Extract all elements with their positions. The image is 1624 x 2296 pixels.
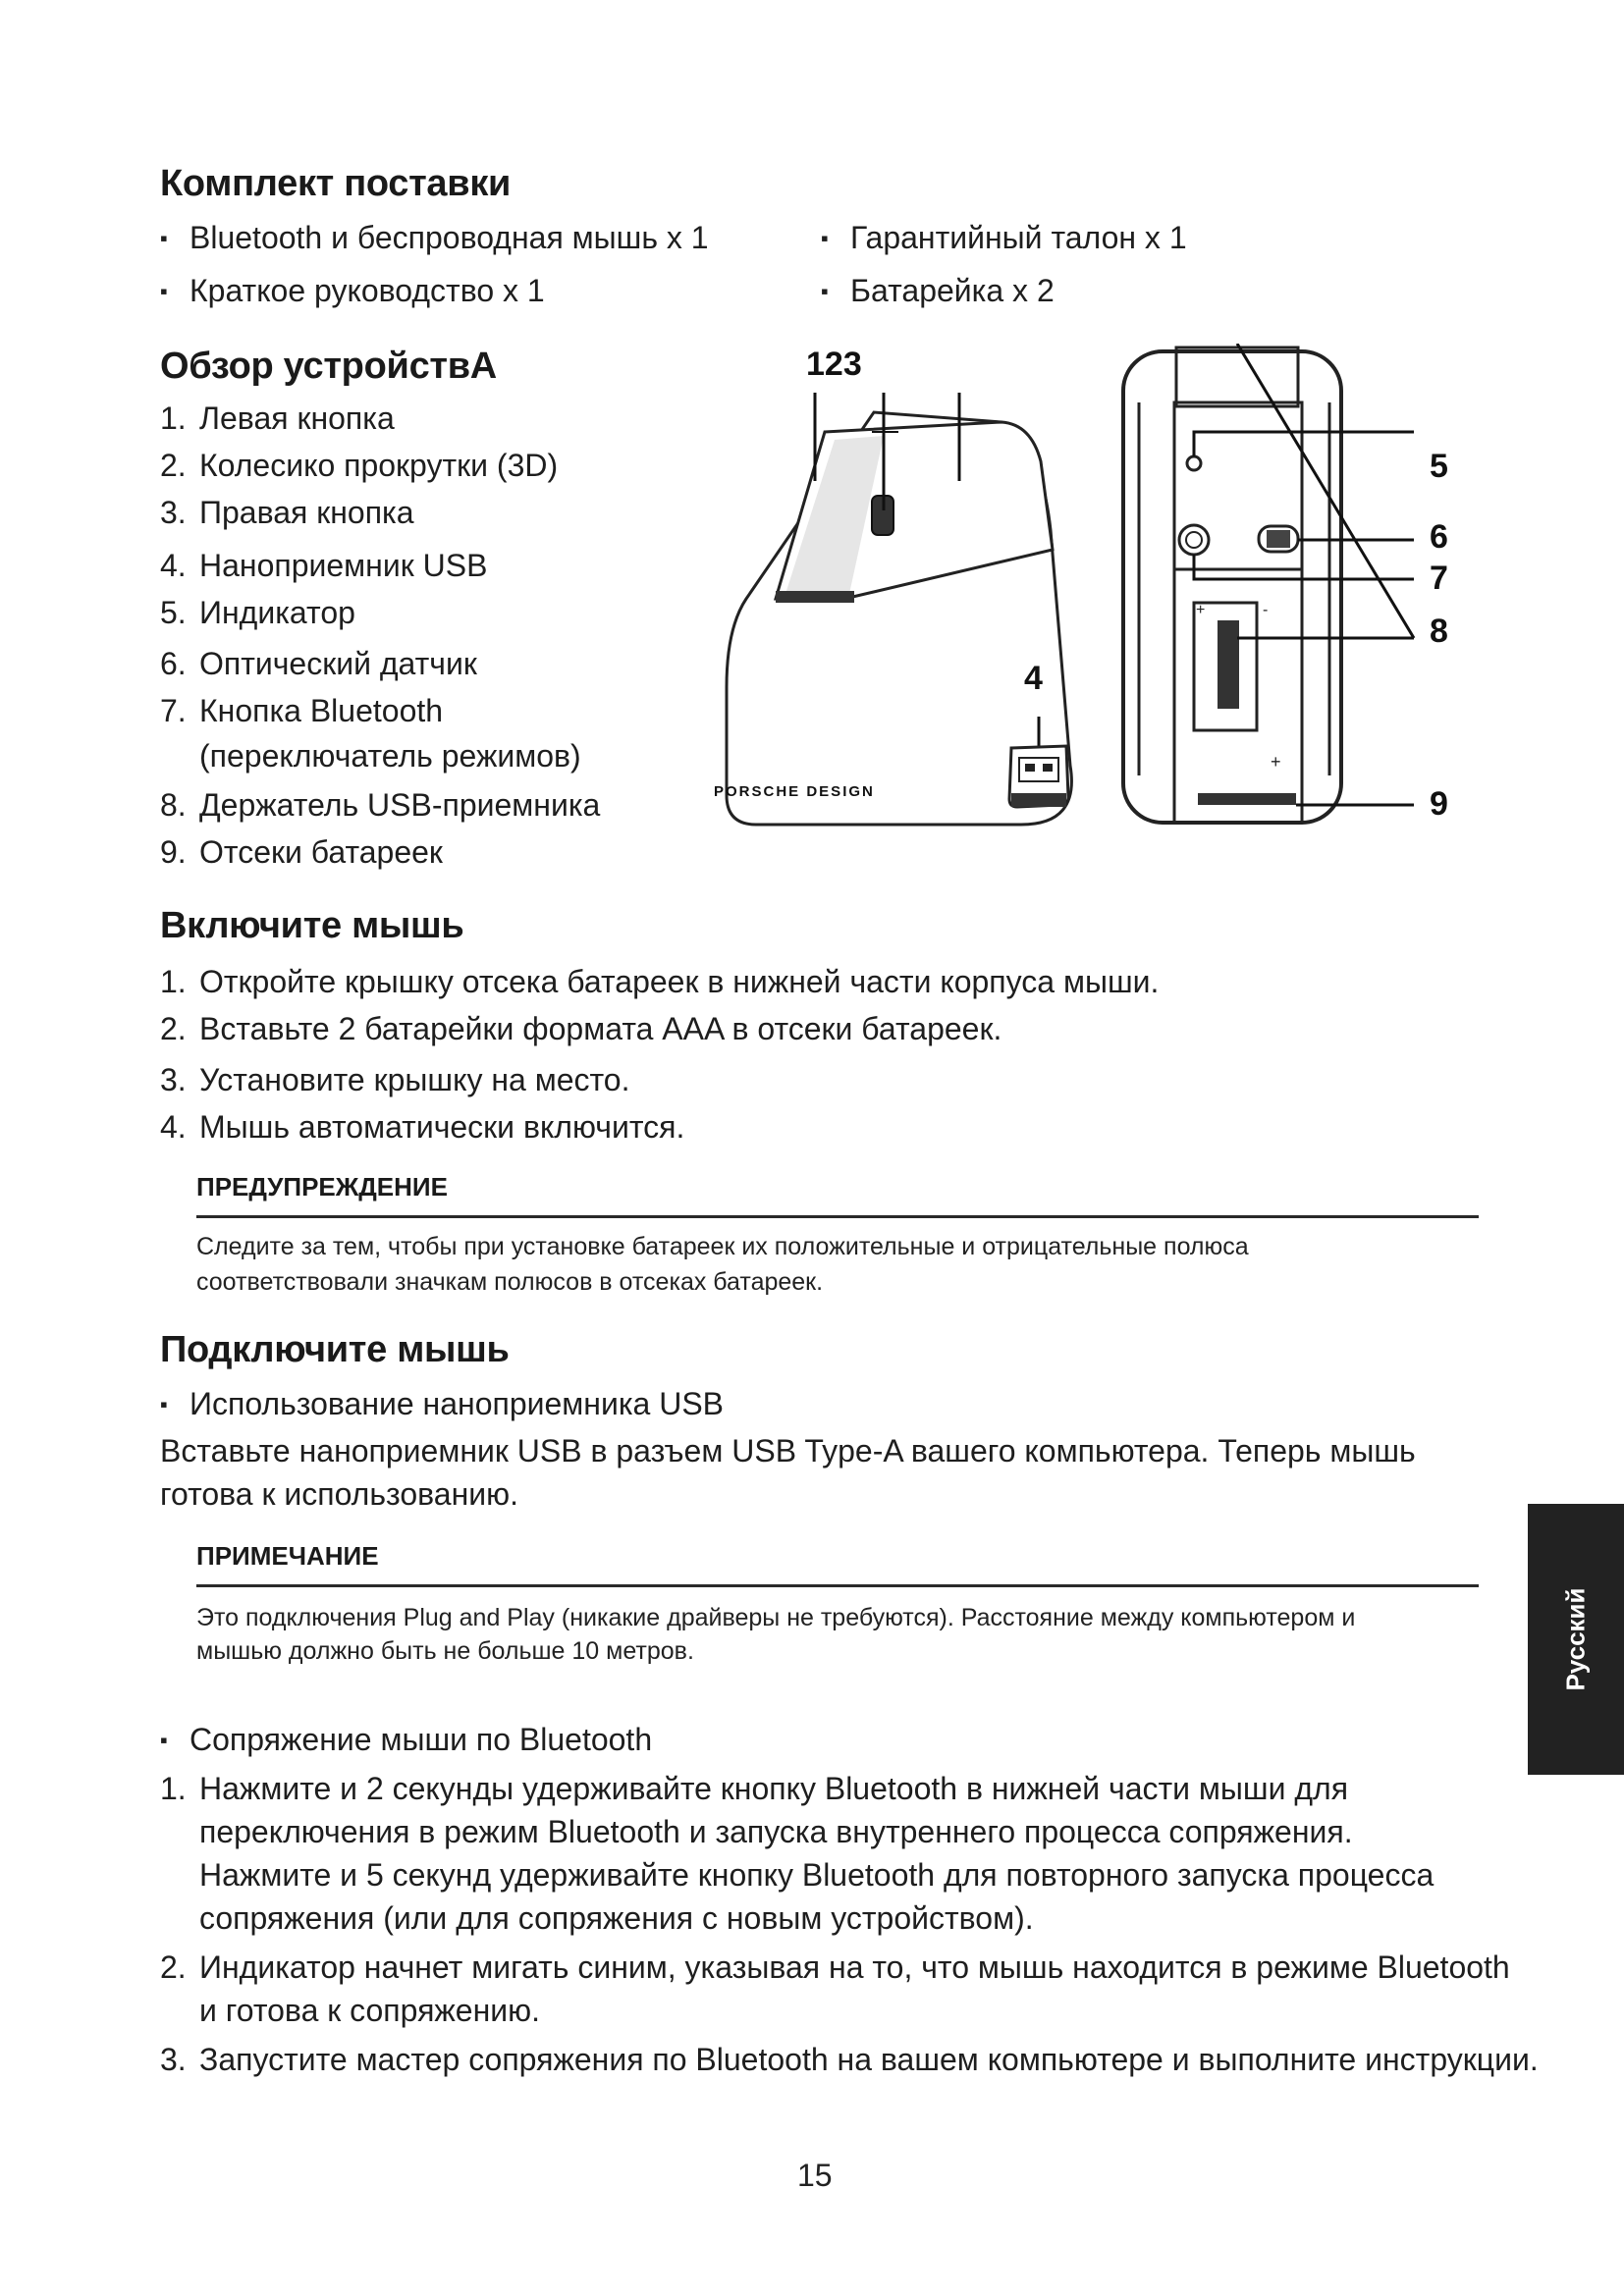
part-item: 6. Оптический датчик	[160, 646, 477, 681]
warning-title: ПРЕДУПРЕЖДЕНИЕ	[196, 1172, 448, 1201]
bt-step: переключения в режим Bluetooth и запуска внутреннего процесса сопряжения.	[199, 1814, 1353, 1849]
brand-text: PORSCHE DESIGN	[714, 783, 875, 800]
bt-step: 1. Нажмите и 2 секунды удерживайте кнопку Bluetooth в нижней части мыши для	[160, 1771, 1349, 1806]
label-9: 9	[1430, 785, 1448, 823]
label-6: 6	[1430, 518, 1448, 556]
warning-text: Следите за тем, чтобы при установке батареек их положительные и отрицательные полюса	[196, 1233, 1249, 1260]
usb-text: готова к использованию.	[160, 1476, 518, 1512]
svg-text:+: +	[1271, 752, 1281, 772]
bt-step: 3. Запустите мастер сопряжения по Bluetooth на вашем компьютере и выполните инструкции.	[160, 2042, 1539, 2077]
part-item: 9. Отсеки батареек	[160, 834, 443, 870]
language-tab-label: Русский	[1560, 1587, 1591, 1691]
package-title: Комплект поставки	[160, 163, 512, 204]
part-item: 7. Кнопка Bluetooth	[160, 693, 444, 728]
turn-on-step: 2. Вставьте 2 батарейки формата AAA в отсеки батареек.	[160, 1011, 1002, 1046]
note-text: мышью должно быть не больше 10 метров.	[196, 1637, 694, 1665]
bt-step: и готова к сопряжению.	[199, 1993, 541, 2028]
part-item: 2. Колесико прокрутки (3D)	[160, 448, 559, 483]
label-4: 4	[1024, 660, 1043, 697]
svg-text:+: +	[1196, 602, 1206, 618]
bt-step: Нажмите и 5 секунд удерживайте кнопку Bluetooth для повторного запуска процесса	[199, 1857, 1435, 1893]
bt-bullet: ▪ Сопряжение мыши по Bluetooth	[160, 1720, 652, 1760]
turn-on-title: Включите мышь	[160, 905, 464, 946]
package-item: ▪ Гарантийный талон x 1	[821, 218, 1187, 258]
part-item: 8. Держатель USB-приемника	[160, 787, 601, 823]
note-rule	[196, 1584, 1479, 1587]
part-item: 4. Наноприемник USB	[160, 548, 488, 583]
overview-title: Обзор устройствА	[160, 346, 497, 387]
usb-bullet: ▪ Использование наноприемника USB	[160, 1384, 724, 1424]
note-text: Это подключения Plug and Play (никакие драйверы не требуются). Расстояние между компьютером и	[196, 1604, 1356, 1631]
label-8: 8	[1430, 613, 1448, 650]
part-item: 5. Индикатор	[160, 595, 355, 630]
warning-rule	[196, 1215, 1479, 1218]
package-item: ▪ Краткое руководство x 1	[160, 271, 545, 311]
label-5: 5	[1430, 448, 1448, 485]
turn-on-step: 1. Откройте крышку отсека батареек в нижней части корпуса мыши.	[160, 964, 1160, 999]
bt-step: сопряжения (или для сопряжения с новым устройством).	[199, 1900, 1034, 1936]
note-title: ПРИМЕЧАНИЕ	[196, 1541, 379, 1571]
turn-on-step: 4. Мышь автоматически включится.	[160, 1109, 685, 1145]
package-item: ▪ Bluetooth и беспроводная мышь x 1	[160, 218, 709, 258]
language-side-tab	[1528, 1504, 1624, 1775]
part-item: (переключатель режимов)	[199, 738, 581, 774]
part-item: 3. Правая кнопка	[160, 495, 414, 530]
turn-on-step: 3. Установите крышку на место.	[160, 1062, 630, 1097]
package-item: ▪ Батарейка x 2	[821, 271, 1055, 311]
part-item: 1. Левая кнопка	[160, 400, 395, 436]
label-123: 123	[806, 346, 862, 383]
label-7: 7	[1430, 560, 1448, 597]
usb-text: Вставьте наноприемник USB в разъем USB Type-A вашего компьютера. Теперь мышь	[160, 1433, 1416, 1468]
svg-text:-: -	[1263, 602, 1269, 618]
page-number: 15	[797, 2158, 833, 2193]
usb-receiver-diagram	[990, 707, 1078, 825]
bt-step: 2. Индикатор начнет мигать синим, указывая на то, что мышь находится в режиме Bluetooth	[160, 1949, 1510, 1985]
mouse-bottom-diagram	[1119, 344, 1453, 834]
connect-title: Подключите мышь	[160, 1329, 510, 1370]
warning-text: соответствовали значкам полюсов в отсеках батареек.	[196, 1268, 824, 1296]
